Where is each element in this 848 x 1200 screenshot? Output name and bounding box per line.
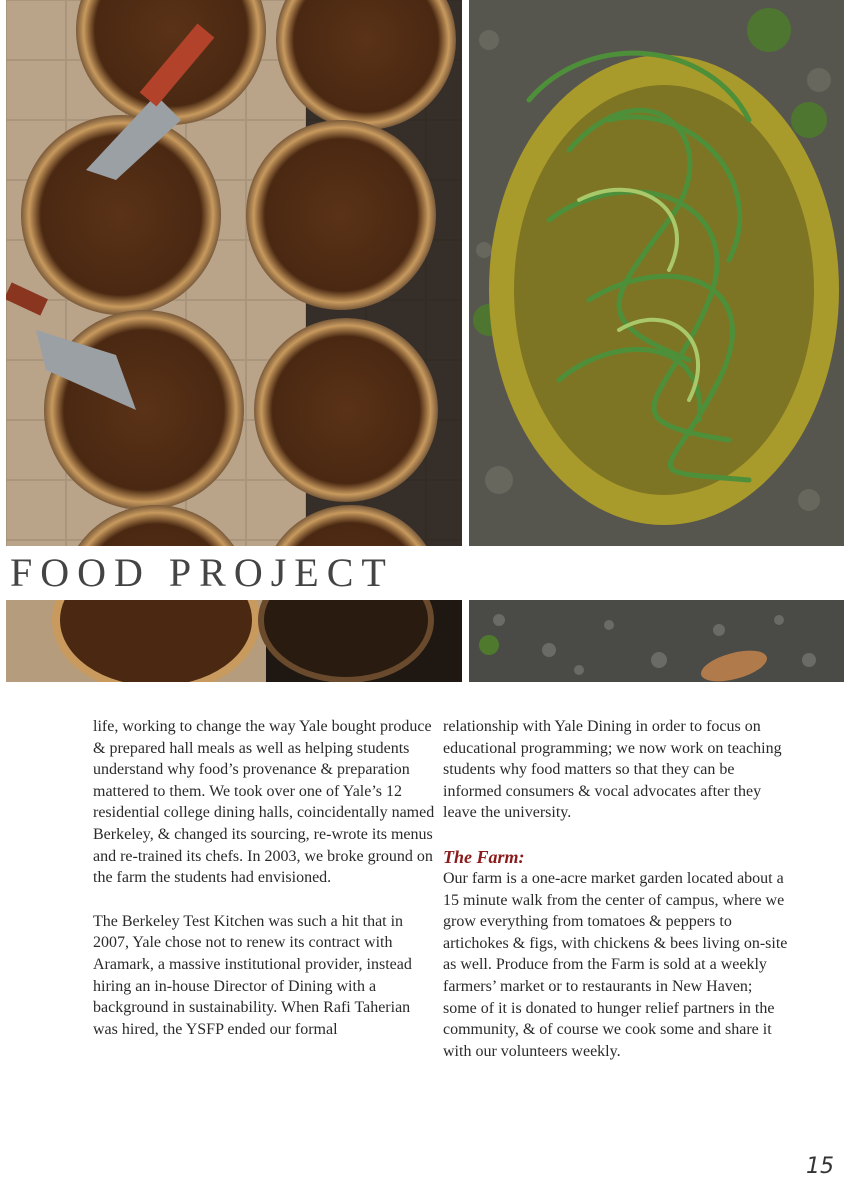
pecan-pies-strip-illustration [6,600,462,682]
pecan-pies-illustration [6,0,462,546]
gravel-photo [469,600,844,682]
gravel-illustration [469,600,844,682]
pecan-pies-photo [6,0,462,546]
farm-paragraph: Our farm is a one-acre market garden located about a 15 minute walk from the center of campus, where we grow everything from tomatoes & peppers to artichokes & figs, with chickens & bees living on-site as well. Produce from the Farm is sold at a weekly farmers’ market or to restaurants in New Haven; some of it is donated to hunger relief partners in the community, & of course we cook some and share it with our volunteers weekly. [443,869,788,1060]
right-text-column [443,716,788,1062]
garlic-scapes-basket-photo [469,0,844,546]
page-number: 15 [806,1154,834,1179]
left-text-column [93,716,438,1040]
left-paragraph-2: The Berkeley Test Kitchen was such a hit that in 2007, Yale chose not to renew its contract with Aramark, a massive institutional provider, instead hiring an in-house Director of Dining with a background in sustainability. When Rafi Taherian was hired, the YSFP ended our formal [93,912,412,1038]
left-paragraph-1: life, working to change the way Yale bought produce & prepared hall meals as well as helping students understand why food’s provenance & preparation mattered to them. We took over one of Yale’s 12 residential college dining halls, coincidentally named Berkeley, & changed its sourcing, re-wrote its menus and re-trained its chefs. In 2003, we broke ground on the farm the students had envisioned. [93,718,435,887]
right-paragraph-1: relationship with Yale Dining in order to focus on educational programming; we now work on teaching students why food matters so that they can be informed consumers & vocal advocates after they leave the university. [443,718,782,822]
farm-heading: The Farm: [443,846,525,867]
page-title: FOOD PROJECT [10,550,394,595]
pecan-pies-photo-strip [6,600,462,682]
garlic-scapes-illustration [469,0,844,546]
